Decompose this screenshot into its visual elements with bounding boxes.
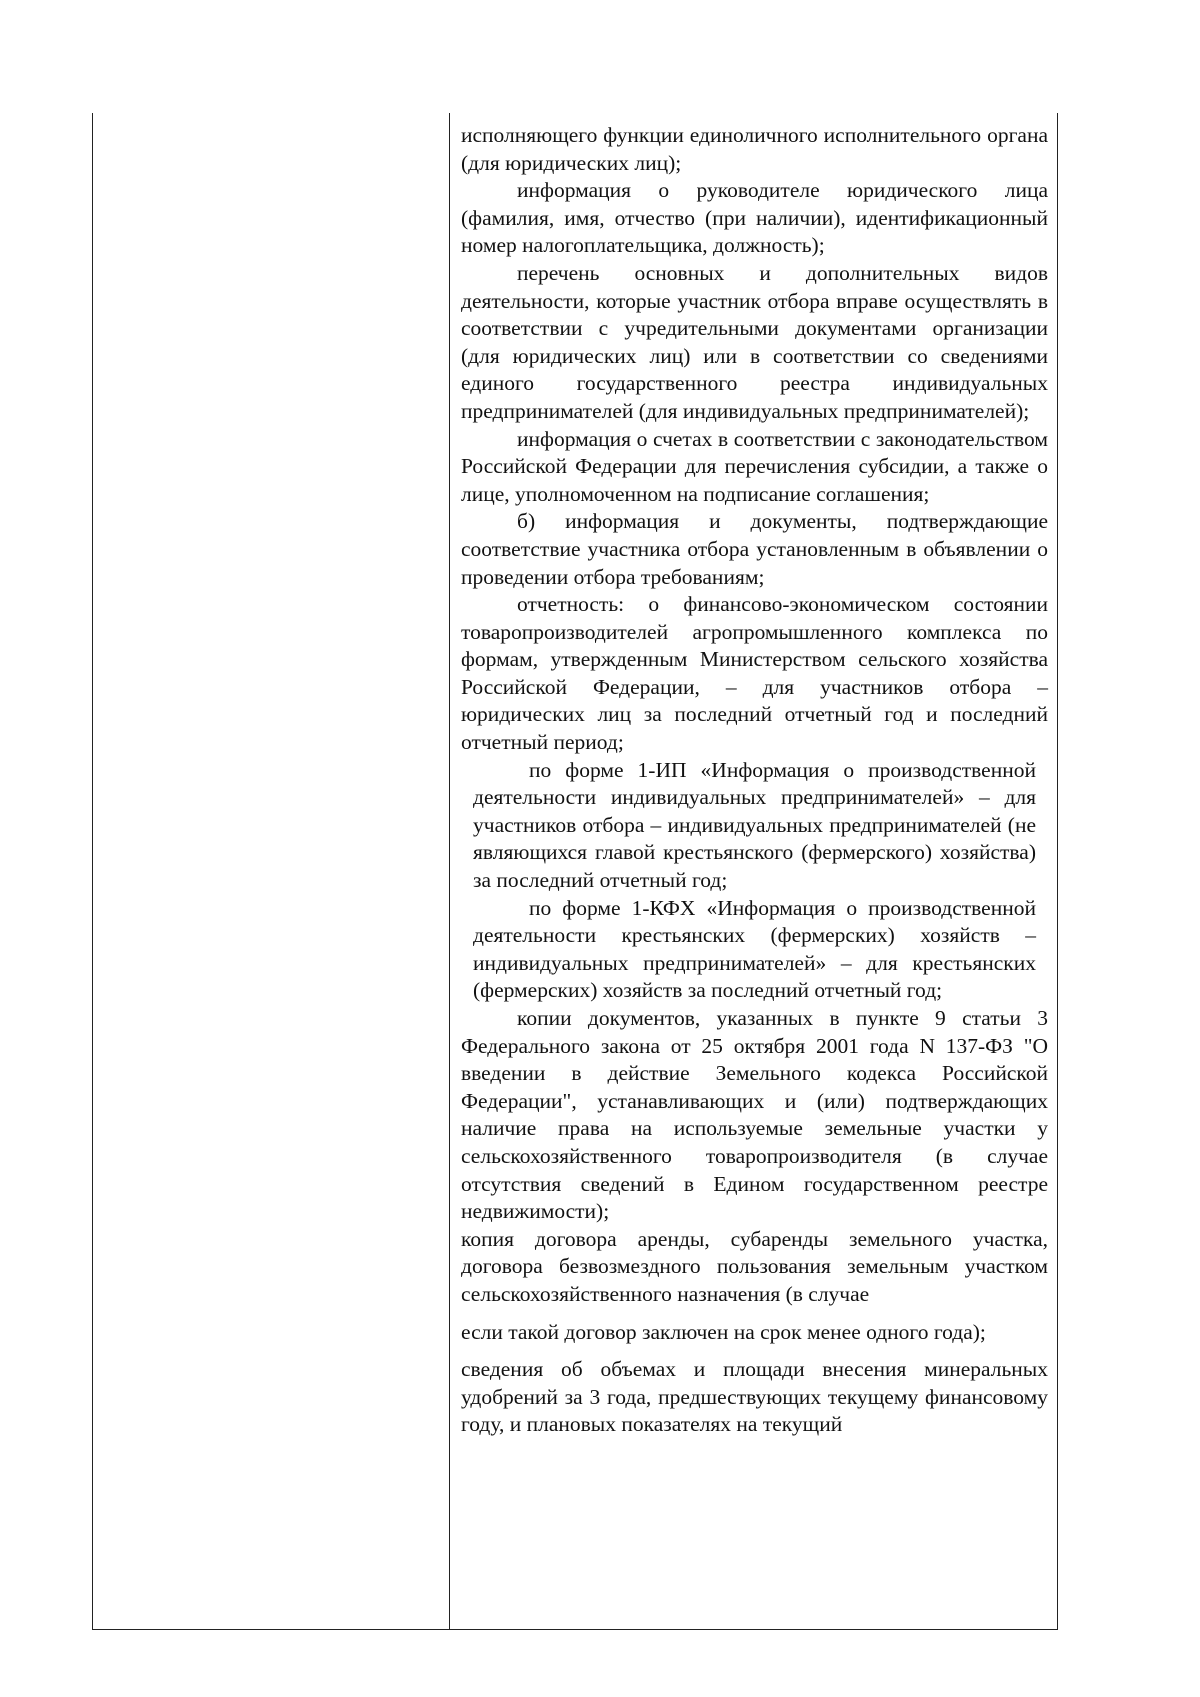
- paragraph-executive-body: исполняющего функции единоличного исполнительного органа (для юридических лиц);: [461, 123, 1048, 175]
- paragraph-lease-contract: копия договора аренды, субаренды земельного участка, договора безвозмездного пользования земельным участком сельскохозяйственного назначения (в случае: [461, 1226, 1048, 1306]
- paragraph-form-1kfh: по форме 1-КФХ «Информация о производственной деятельности крестьянских (фермерских) хозяйств – индивидуальных предпринимателей» – для крестьянских (фермерских) хозяйств за последний отчетный год;: [473, 895, 1036, 1003]
- paragraph-activity-list: перечень основных и дополнительных видов деятельности, которые участник отбора вправе осуществлять в соответствии с учредительными документами организации (для юридических лиц) или в соответствии со сведениями единого государственного реестра индивидуальных предпринимателей (для индивидуальных предпринимателей);: [461, 260, 1048, 423]
- paragraph-head-info: информация о руководителе юридического лица (фамилия, имя, отчество (при наличии), идентификационный номер налогоплательщика, должность);: [461, 178, 1048, 258]
- paragraph-form-1ip: по форме 1-ИП «Информация о производственной деятельности индивидуальных предпринимателей» – для участников отбора – индивидуальных предпринимателей (не являющихся главой крестьянского (фермерского) хозяйства) за последний отчетный год;: [473, 757, 1036, 893]
- table-left-column: [93, 113, 449, 1629]
- paragraph-contract-term: если такой договор заключен на срок менее одного года);: [461, 1319, 986, 1344]
- paragraph-financial-reporting: отчетность: о финансово-экономическом состоянии товаропроизводителей агропромышленного комплекса по формам, утвержденным Министерством сельского хозяйства Российской Федерации, – для участников отбора – юридических лиц за последний отчетный год и последний отчетный период;: [461, 592, 1048, 755]
- paragraph-land-documents: копии документов, указанных в пункте 9 статьи 3 Федерального закона от 25 октября 2001 года N 137-ФЗ "О введении в действие Земельного кодекса Российской Федерации", устанавливающих и (или) подтверждающих наличие права на используемые земельные участки у сельскохозяйственного товаропроизводителя (в случае отсутствия сведений в Едином государственном реестре недвижимости);: [461, 1006, 1048, 1224]
- paragraph-compliance-documents: б) информация и документы, подтверждающие соответствие участника отбора установленным в объявлении о проведении отбора требованиям;: [461, 509, 1048, 589]
- paragraph-accounts-info: информация о счетах в соответствии с законодательством Российской Федерации для перечисления субсидии, а также о лице, уполномоченном на подписание соглашения;: [461, 426, 1048, 506]
- table-right-border: [1057, 113, 1058, 1629]
- paragraph-fertilizer-info: сведения об объемах и площади внесения минеральных удобрений за 3 года, предшествующих текущему финансовому году, и плановых показателях на текущий: [461, 1357, 1048, 1437]
- table-right-column: [461, 122, 1048, 1439]
- table-frame: [92, 113, 1058, 1630]
- column-divider: [449, 113, 450, 1629]
